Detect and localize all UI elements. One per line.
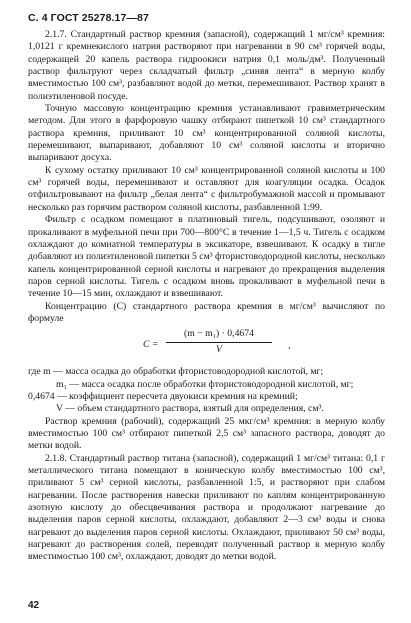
formula-tail: , <box>288 340 291 352</box>
definition-line: где m — масса осадка до обработки фтористоводородной кислотой, мг; <box>28 366 324 378</box>
paragraph: Точную массовую концентрацию кремния устанавливают гравиметрическим методом. Для этого в фарфоровую чашку отбирают пипеткой 10 см³ стандартного раствора кремния, приливают 10 см³ концентрированной соляной кислоты, перемешивают, выпаривают, добавляют 10 см³ соляной кислоты и вторично выпаривают досуха. <box>28 103 385 164</box>
paragraph: Раствор кремния (рабочий), содержащий 25 мкг/см³ кремния: в мерную колбу вместимостью 100 см³ отбирают пипеткой 2,5 см³ запасного раствора, доводят до метки водой. <box>28 415 385 452</box>
formula-numerator: (m − m₁) · 0,4674 <box>184 328 254 340</box>
definition-line: m₁ — масса осадка после обработки фтористоводородной кислотой, мг; <box>56 378 354 390</box>
document-body <box>28 29 385 564</box>
definition-line: 0,4674 — коэффициент пересчета двуокиси кремния на кремний; <box>28 390 298 402</box>
formula-denominator: V <box>216 343 222 355</box>
paragraph: 2.1.8. Стандартный раствор титана (запасной), содержащий 1 мг/см³ титана: 0,1 г металлического титана помещают в коническую колбу вместимостью 100 см³, приливают 5 см³ серной кислоты, разбавленной 1:5, и растворяют при слабом нагревании. После растворения навески приливают по каплям концентрированную азотную кислоту до обесцвечивания раствора и продолжают нагревание до выделения паров серной кислоты, охлаждают, добавляют 2—3 см³ воды и снова нагревают до выделения паров серной кислоты. Охлаждают, приливают 50 см³ воды, нагревают до растворения солей, переводят полученный раствор в мерную колбу вместимостью 100 см³, охлаждают, доводят до метки водой. <box>28 452 385 563</box>
paragraph: Фильтр с осадком помещают в платиновый тигель, подсушивают, озоляют и прокаливают в муфельной печи при 700—800°С в течение 1—1,5 ч. Тигель с осадком охлаждают до комнатной температуры в эксикаторе, взвешивают. К осадку в тигле добавляют из полиэтиленовой пипетки 5 см³ фтористоводородной кислоты, несколько капель концентрированной серной кислоты и нагревают до прекращения выделения паров серной кислоты. Тигель с осадком вновь прокаливают в муфельной печи в течение 10—15 мин, охлаждают и взвешивают. <box>28 214 385 300</box>
formula-fraction <box>164 328 274 356</box>
concentration-formula <box>28 328 385 364</box>
formula-definitions <box>28 366 385 415</box>
paragraph: К сухому остатку приливают 10 см³ концентрированной соляной кислоты и 100 см³ горячей воды, перемешивают и оставляют для коагуляции осадка. Осадок отфильтровывают на фильтр „белая лента“ с фильтробумажной массой и промывают несколько раз горячим раствором соляной кислоты, разбавленной 1:99. <box>28 164 385 213</box>
page-header: С. 4 ГОСТ 25278.17—87 <box>28 12 149 24</box>
definition-line: V — объем стандартного раствора, взятый для определения, см³. <box>56 403 324 415</box>
page-number: 42 <box>28 600 40 611</box>
paragraph: 2.1.7. Стандартный раствор кремния (запасной), содержащий 1 мг/см³ кремния: 1,0121 г кремнекислого натрия растворяют при нагревании в 90 см³ горячей воды, содержащей 20 капель раствора гидроокиси натрия 0,1 моль/дм³. Полученный раствор фильтруют через складчатый фильтр „синяя лента“ в мерную колбу вместимостью 100 см³, разбавляют водой до метки, перемешивают. Раствор хранят в полиэтиленовой посуде. <box>28 29 385 102</box>
formula-lhs: C = <box>143 339 159 351</box>
paragraph: Концентрацию (С) стандартного раствора кремния в мг/см³ вычисляют по формуле <box>28 300 385 324</box>
